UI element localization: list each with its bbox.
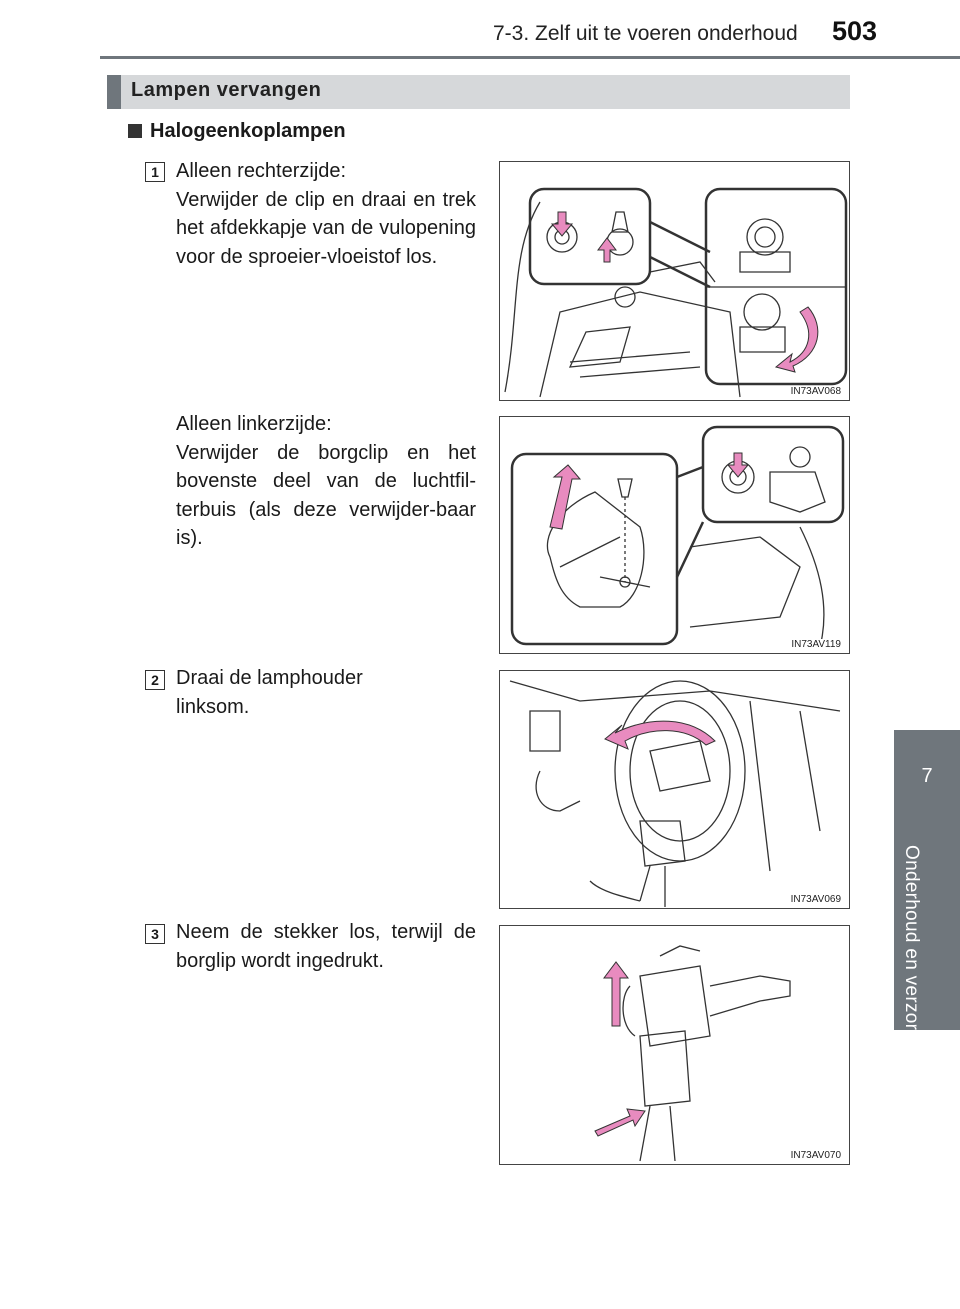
step-2-body: Draai de lamphouder linksom. xyxy=(176,667,363,718)
figure-air-filter xyxy=(499,416,850,654)
step-1-right-body: Verwijder de clip en draai en trek het afdekkapje van de vulopening voor de sproeier-vloeistof los. xyxy=(176,188,476,268)
figure-code-4: IN73AV070 xyxy=(790,1150,841,1161)
step-1-left-body: Verwijder de borgclip en het bovenste deel van de luchtfil-terbuis (als deze verwijder-baar is). xyxy=(176,441,476,549)
step-3-body: Neem de stekker los, terwijl de borglip wordt ingedrukt. xyxy=(176,921,476,972)
square-bullet-icon xyxy=(128,124,142,138)
washer-cap-clip-illustration xyxy=(500,162,850,401)
chapter-label: Onderhoud en verzorging xyxy=(901,845,922,1068)
figure-bulb-holder xyxy=(499,670,850,909)
subheading-text: Halogeenkoplampen xyxy=(150,120,346,142)
step-1-left-title: Alleen linkerzijde: xyxy=(176,413,332,435)
chapter-number: 7 xyxy=(921,765,933,787)
running-header: 7-3. Zelf uit te voeren onderhoud xyxy=(493,22,798,45)
step-1-text-left xyxy=(176,410,476,553)
chapter-label-wrap xyxy=(900,845,950,1095)
step-number-1: 1 xyxy=(145,162,165,182)
air-filter-clip-illustration xyxy=(500,417,850,654)
step-1-text-right xyxy=(176,157,476,271)
section-title-bar xyxy=(107,75,850,109)
step-3-text xyxy=(176,918,476,975)
figure-code-3: IN73AV069 xyxy=(790,894,841,905)
figure-code-1: IN73AV068 xyxy=(790,386,841,397)
step-2-text xyxy=(176,664,416,721)
page-number: 503 xyxy=(832,16,878,46)
bulb-holder-rotate-illustration xyxy=(500,671,850,909)
step-number-3: 3 xyxy=(145,924,165,944)
figure-connector xyxy=(499,925,850,1165)
header-divider xyxy=(100,56,960,59)
step-number-2: 2 xyxy=(145,670,165,690)
connector-release-illustration xyxy=(500,926,850,1165)
section-title: Lampen vervangen xyxy=(131,79,322,101)
figure-washer-cap xyxy=(499,161,850,401)
subheading xyxy=(128,120,346,143)
figure-code-2: IN73AV119 xyxy=(791,639,841,650)
step-1-right-title: Alleen rechterzijde: xyxy=(176,160,347,182)
